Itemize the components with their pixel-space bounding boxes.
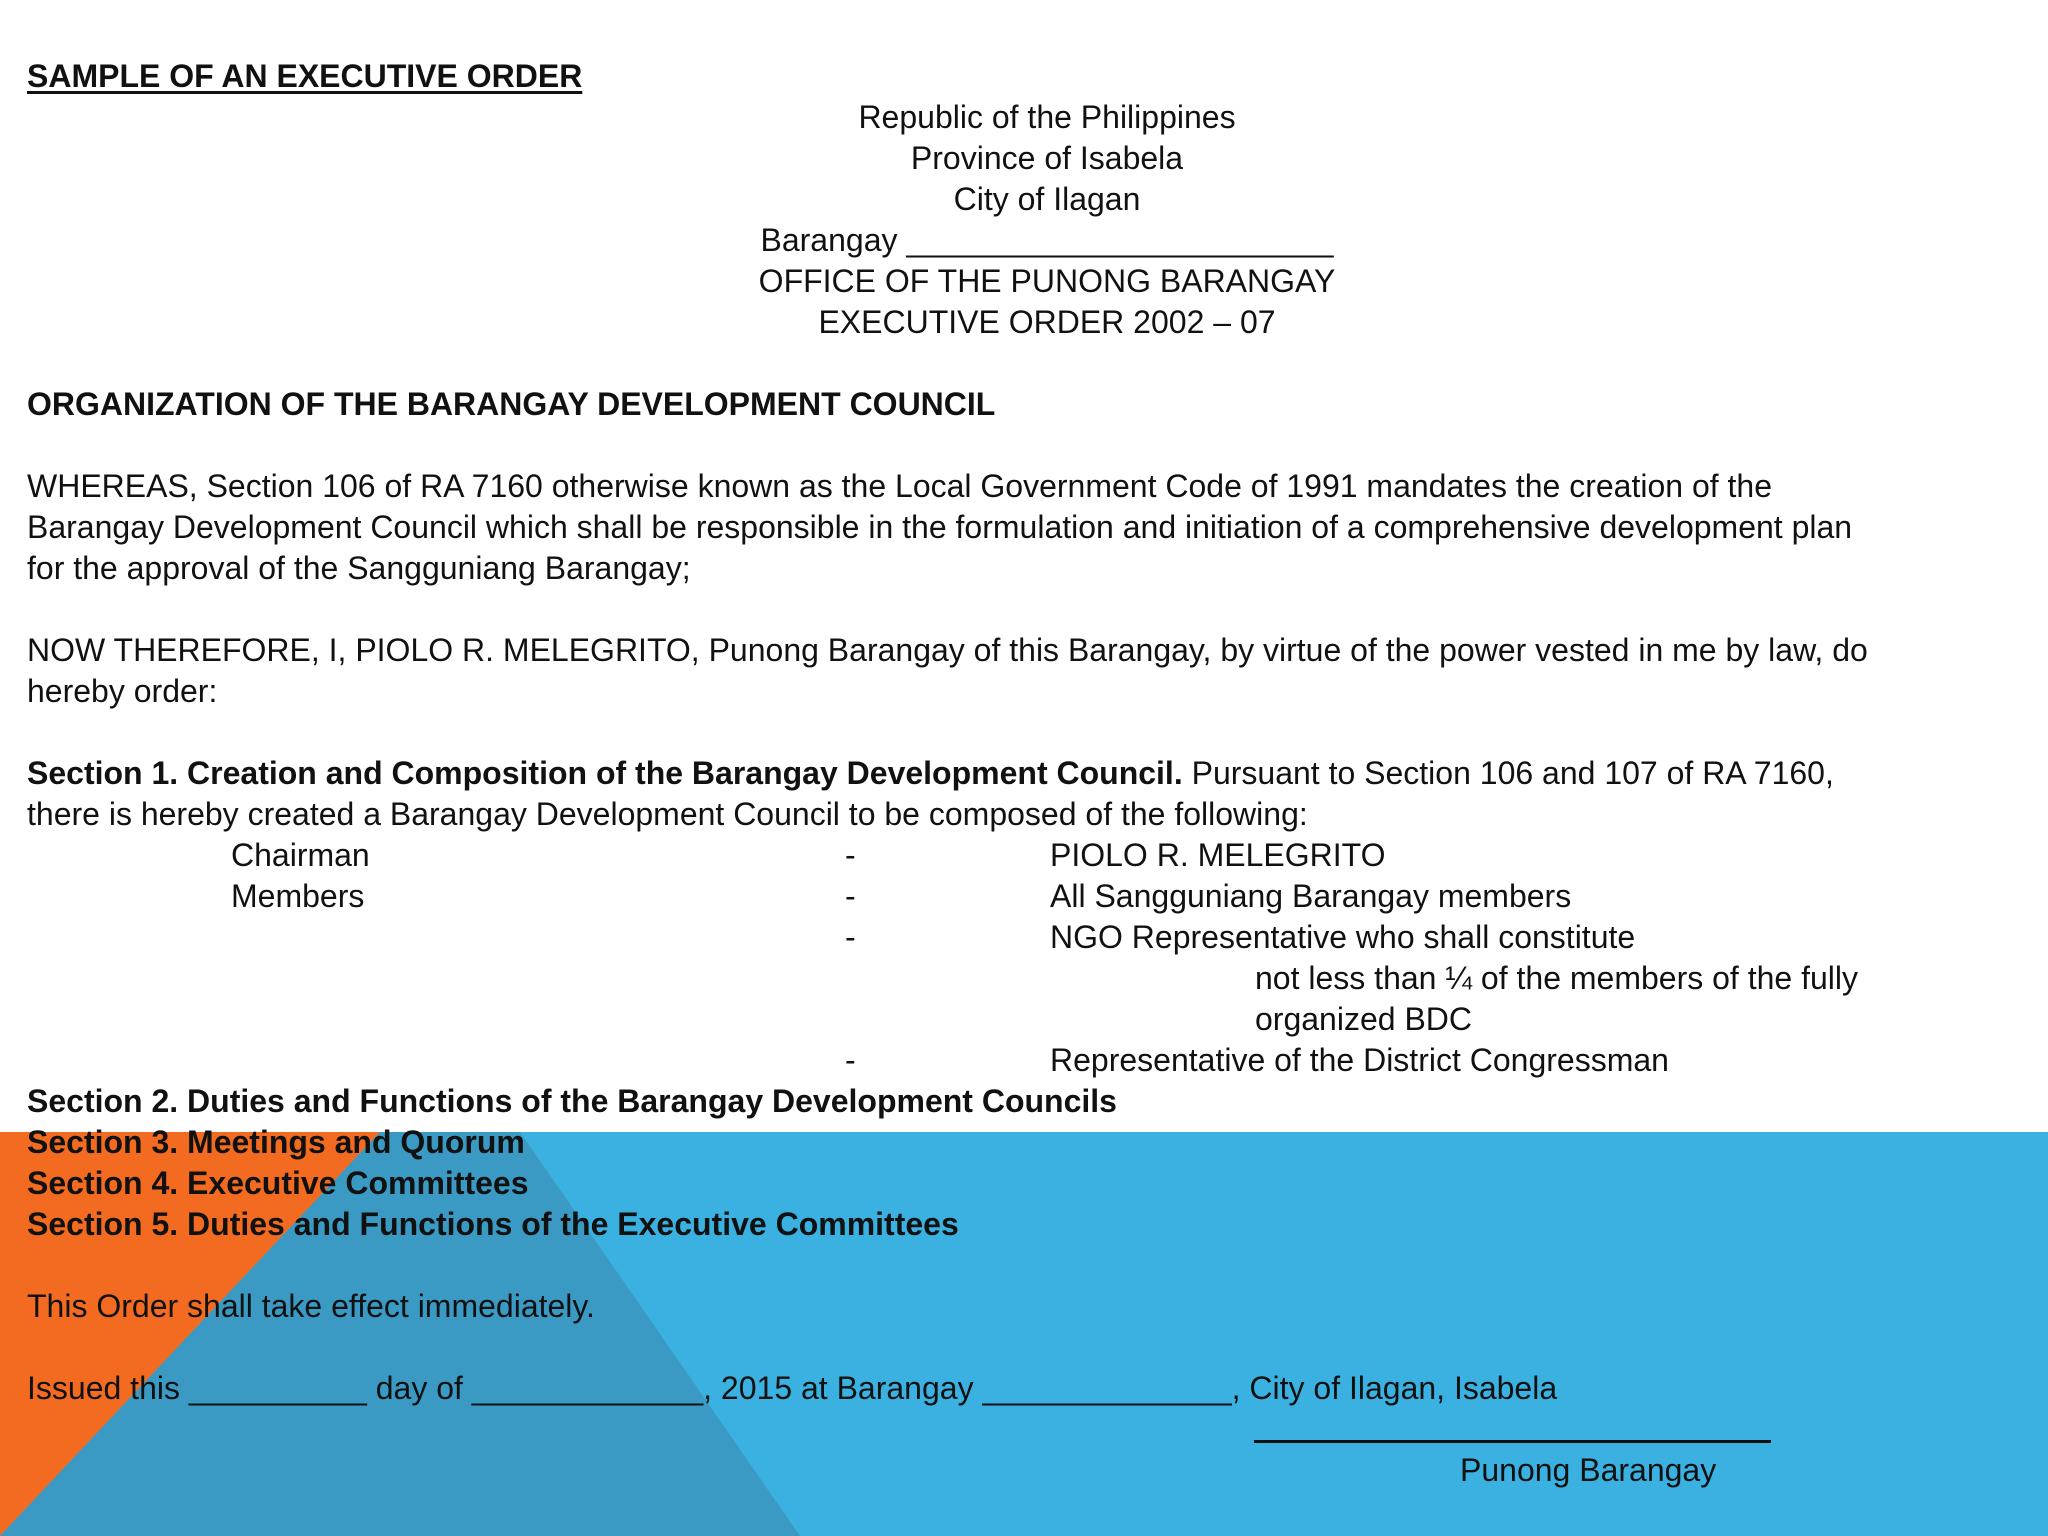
section-1-line-2: there is hereby created a Barangay Development Council to be composed of the following:	[27, 796, 1308, 832]
section-4-heading: Section 4. Executive Committees	[27, 1165, 529, 1201]
section-1-line-1	[27, 753, 1834, 794]
document-title: ORGANIZATION OF THE BARANGAY DEVELOPMENT COUNCIL	[27, 386, 996, 422]
chairman-value: PIOLO R. MELEGRITO	[1050, 837, 1386, 873]
header-republic: Republic of the Philippines	[858, 99, 1236, 135]
header-province: Province of Isabela	[910, 140, 1184, 176]
header-office: OFFICE OF THE PUNONG BARANGAY	[758, 263, 1336, 299]
section-5-heading: Section 5. Duties and Functions of the Executive Committees	[27, 1206, 959, 1242]
effect-statement: This Order shall take effect immediately.	[27, 1288, 595, 1324]
section-3-heading: Section 3. Meetings and Quorum	[27, 1124, 525, 1160]
members-label: Members	[231, 878, 365, 914]
whereas-line-1: WHEREAS, Section 106 of RA 7160 otherwise known as the Local Government Code of 1991 mandates the creation of the	[27, 468, 1773, 504]
member-1-dash: -	[845, 878, 856, 914]
whereas-line-2: Barangay Development Council which shall be responsible in the formulation and initiation of a comprehensive development plan	[27, 509, 1853, 545]
member-3-dash: -	[845, 1042, 856, 1078]
issued-line: Issued this __________ day of _____________, 2015 at Barangay ______________, City of Ilagan, Isabela	[27, 1370, 1558, 1406]
sample-heading: SAMPLE OF AN EXECUTIVE ORDER	[27, 58, 583, 94]
signature-line	[1254, 1440, 1771, 1443]
section-2-heading: Section 2. Duties and Functions of the Barangay Development Councils	[27, 1083, 1117, 1119]
member-2-cont-1: not less than ¼ of the members of the fully	[1255, 960, 1858, 996]
chairman-label: Chairman	[231, 837, 370, 873]
member-1: All Sangguniang Barangay members	[1050, 878, 1572, 914]
whereas-line-3: for the approval of the Sangguniang Barangay;	[27, 550, 691, 586]
section-1-heading: Section 1. Creation and Composition of the Barangay Development Council.	[27, 755, 1183, 791]
now-therefore-line-2: hereby order:	[27, 673, 218, 709]
member-2-cont-2: organized BDC	[1255, 1001, 1472, 1037]
now-therefore-line-1: NOW THEREFORE, I, PIOLO R. MELEGRITO, Punong Barangay of this Barangay, by virtue of the power vested in me by law, do	[27, 632, 1868, 668]
chairman-dash: -	[845, 837, 856, 873]
member-2: NGO Representative who shall constitute	[1050, 919, 1636, 955]
member-3: Representative of the District Congressman	[1050, 1042, 1669, 1078]
header-barangay: Barangay ________________________	[760, 222, 1334, 258]
header-city: City of Ilagan	[953, 181, 1141, 217]
signatory-title: Punong Barangay	[1460, 1452, 1717, 1488]
member-2-dash: -	[845, 919, 856, 955]
section-1-text: Pursuant to Section 106 and 107 of RA 7160,	[1182, 755, 1834, 791]
header-order-number: EXECUTIVE ORDER 2002 – 07	[818, 304, 1276, 340]
